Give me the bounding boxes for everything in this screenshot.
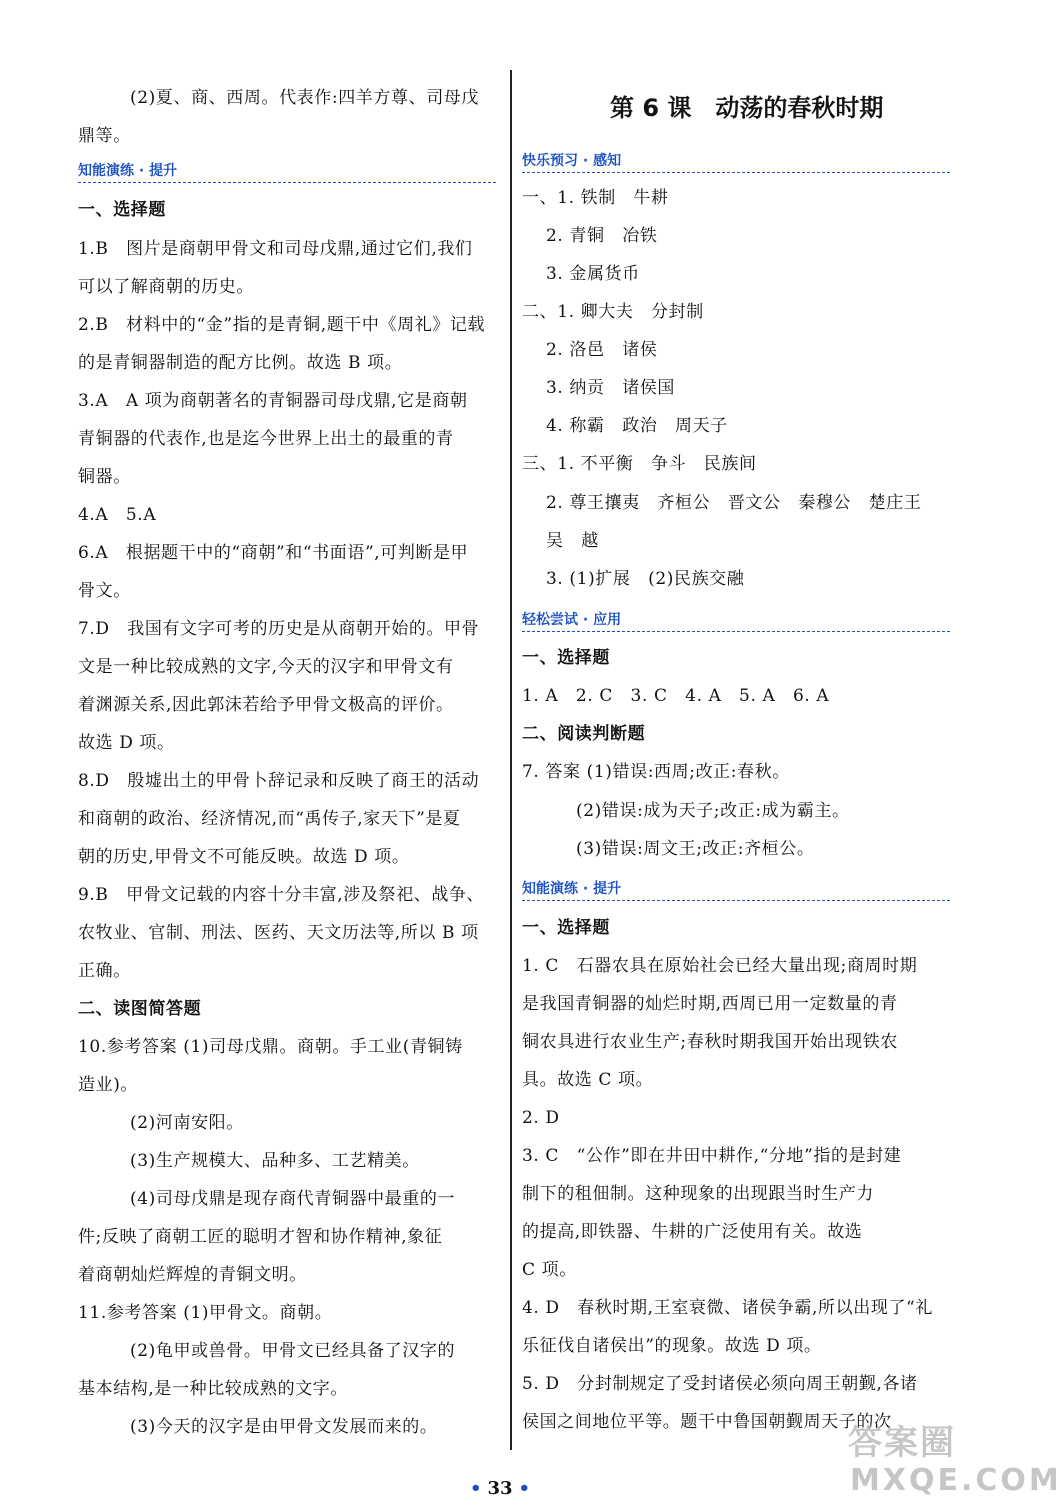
section-heading-practice: 知能演练 · 提升	[522, 878, 621, 900]
answer-line: 文是一种比较成熟的文字,今天的汉字和甲骨文有	[78, 657, 454, 677]
subsection-heading: 二、读图简答题	[78, 999, 202, 1019]
answer-line: 制下的租佃制。这种现象的出现跟当时生产力	[522, 1184, 874, 1204]
answer-line: 2. D	[522, 1108, 560, 1128]
answer-line: 是我国青铜器的灿烂时期,西周已用一定数量的青	[522, 994, 898, 1014]
answer-line: (2)错误:成为天子;改正:成为霸主。	[576, 801, 850, 821]
answer-line: 乐征伐自诸侯出”的现象。故选 D 项。	[522, 1336, 822, 1356]
answer-line: C 项。	[522, 1260, 577, 1280]
answer-line: 4.A 5.A	[78, 505, 157, 525]
answer-line: 基本结构,是一种比较成熟的文字。	[78, 1379, 349, 1399]
answer-line: 吴 越	[546, 531, 599, 551]
page-dot: •	[469, 1478, 482, 1499]
answer-line: 2. 洛邑 诸侯	[546, 340, 658, 360]
answer-line: 7. 答案 (1)错误:西周;改正:春秋。	[522, 762, 790, 782]
subsection-heading: 一、选择题	[522, 918, 610, 938]
answer-line: 的提高,即铁器、牛耕的广泛使用有关。故选	[522, 1222, 863, 1242]
answer-line: (3)错误:周文王;改正:齐桓公。	[576, 839, 815, 859]
answer-line: 故选 D 项。	[78, 733, 175, 753]
section-heading-preview: 快乐预习 · 感知	[522, 150, 621, 172]
answer-line: 4. 称霸 政治 周天子	[546, 416, 728, 436]
answer-line: 三、1. 不平衡 争斗 民族间	[522, 454, 757, 474]
answer-line: 铜农具进行农业生产;春秋时期我国开始出现铁农	[522, 1032, 898, 1052]
answer-line: 造业)。	[78, 1075, 139, 1095]
answer-line: 着商朝灿烂辉煌的青铜文明。	[78, 1265, 307, 1285]
answer-line: 3. 纳贡 诸侯国	[546, 378, 676, 398]
answer-line: 2. 尊王攘夷 齐桓公 晋文公 秦穆公 楚庄王	[546, 493, 922, 513]
answer-line: 的是青铜器制造的配方比例。故选 B 项。	[78, 353, 403, 373]
answer-line: 3. C “公作”即在井田中耕作,“分地”指的是封建	[522, 1146, 902, 1166]
answer-line: 10.参考答案 (1)司母戊鼎。商朝。手工业(青铜铸	[78, 1037, 463, 1057]
watermark-logo	[840, 1415, 1062, 1505]
answer-line: 3. 金属货币	[546, 264, 640, 284]
answer-line: 着渊源关系,因此郭沫若给予甲骨文极高的评价。	[78, 695, 454, 715]
answer-line: 正确。	[78, 961, 131, 981]
answer-line: 5. D 分封制规定了受封诸侯必须向周王朝觐,各诸	[522, 1374, 918, 1394]
answer-line: 6.A 根据题干中的“商朝”和“书面语”,可判断是甲	[78, 543, 469, 563]
watermark-text: MXQE.COM	[850, 1463, 1062, 1498]
answer-line: 青铜器的代表作,也是迄今世界上出土的最重的青	[78, 429, 454, 449]
lesson-title: 第 6 课 动荡的春秋时期	[610, 94, 884, 122]
watermark-text: 答案圈	[848, 1423, 956, 1463]
answer-line: 件;反映了商朝工匠的聪明才智和协作精神,象征	[78, 1227, 443, 1247]
answer-line: 2.B 材料中的“金”指的是青铜,题干中《周礼》记载	[78, 315, 486, 335]
answer-line: 可以了解商朝的历史。	[78, 277, 254, 297]
section-heading-practice: 知能演练 · 提升	[78, 160, 177, 182]
answer-line: 一、1. 铁制 牛耕	[522, 188, 669, 208]
answer-line: 骨文。	[78, 581, 131, 601]
page-dot: •	[518, 1478, 531, 1499]
answer-line: 朝的历史,甲骨文不可能反映。故选 D 项。	[78, 847, 410, 867]
answer-line: (2)河南安阳。	[130, 1113, 244, 1133]
answer-line: 具。故选 C 项。	[522, 1070, 654, 1090]
answer-line: 9.B 甲骨文记载的内容十分丰富,涉及祭祀、战争、	[78, 885, 485, 905]
answer-line: 4. D 春秋时期,王室衰微、诸侯争霸,所以出现了“礼	[522, 1298, 933, 1318]
answer-line: 农牧业、官制、刑法、医药、天文历法等,所以 B 项	[78, 923, 479, 943]
answer-line: 3. (1)扩展 (2)民族交融	[546, 569, 745, 589]
answer-line: (2)龟甲或兽骨。甲骨文已经具备了汉字的	[130, 1341, 456, 1361]
answer-line: (3)生产规模大、品种多、工艺精美。	[130, 1151, 420, 1171]
column-divider	[510, 70, 512, 1450]
answer-line: 2. 青铜 冶铁	[546, 226, 658, 246]
answer-line: (3)今天的汉字是由甲骨文发展而来的。	[130, 1417, 438, 1437]
section-heading-try: 轻松尝试 · 应用	[522, 609, 621, 631]
answer-line: 11.参考答案 (1)甲骨文。商朝。	[78, 1303, 333, 1323]
answer-line: 8.D 殷墟出土的甲骨卜辞记录和反映了商王的活动	[78, 771, 480, 791]
page-number-value: 33	[487, 1478, 513, 1499]
answer-line: 1. C 石器农具在原始社会已经大量出现;商周时期	[522, 956, 918, 976]
answer-line: 3.A A 项为商朝著名的青铜器司母戊鼎,它是商朝	[78, 391, 468, 411]
answer-line: 和商朝的政治、经济情况,而“禹传子,家天下”是夏	[78, 809, 461, 829]
subsection-heading: 二、阅读判断题	[522, 724, 646, 744]
answer-line: 铜器。	[78, 467, 131, 487]
answer-line: 1. A 2. C 3. C 4. A 5. A 6. A	[522, 686, 830, 706]
answer-line: (4)司母戊鼎是现存商代青铜器中最重的一	[130, 1189, 456, 1209]
answer-line: 1.B 图片是商朝甲骨文和司母戊鼎,通过它们,我们	[78, 239, 473, 259]
answer-line: 二、1. 卿大夫 分封制	[522, 302, 704, 322]
answer-line: 侯国之间地位平等。题干中鲁国朝觐周天子的次	[522, 1412, 892, 1432]
text-line: 鼎等。	[78, 126, 131, 146]
subsection-heading: 一、选择题	[522, 648, 610, 668]
text-line: (2)夏、商、西周。代表作:四羊方尊、司母戊	[130, 88, 480, 108]
answer-line: 7.D 我国有文字可考的历史是从商朝开始的。甲骨	[78, 619, 480, 639]
subsection-heading: 一、选择题	[78, 200, 166, 220]
